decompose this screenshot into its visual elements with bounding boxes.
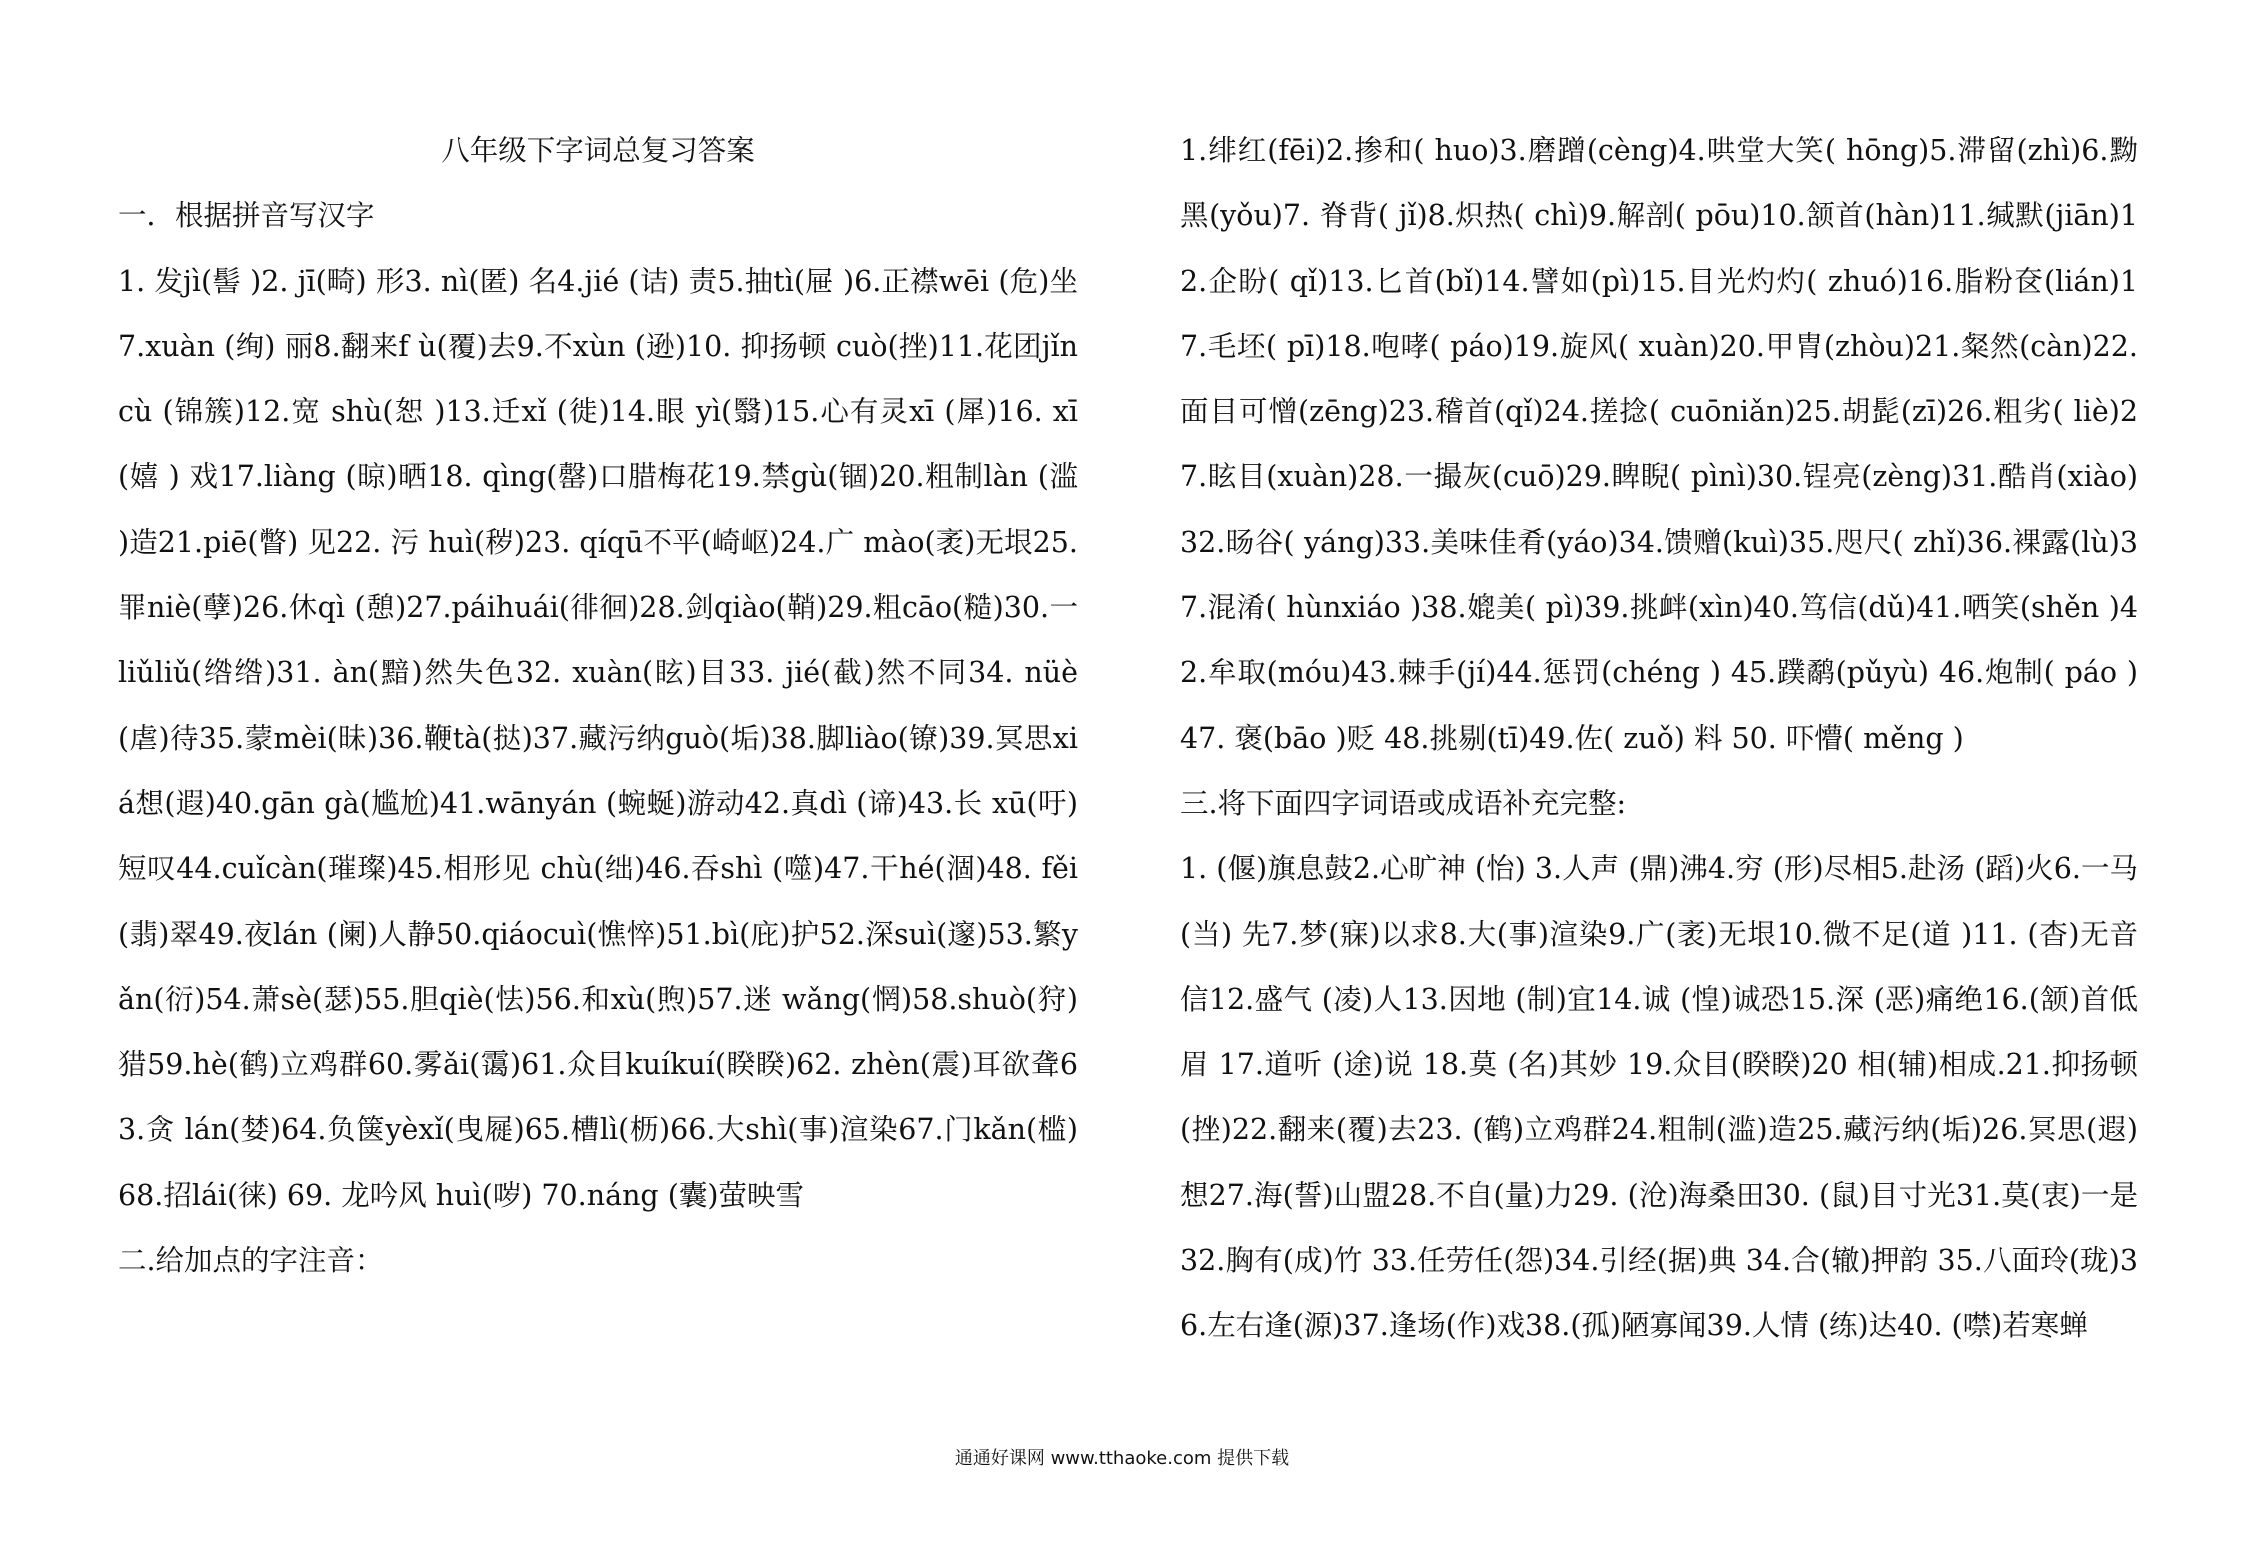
right-column [1180, 118, 2138, 1359]
page-footer: 通通好课网 www.tthaoke.com 提供下载 [954, 1448, 1290, 1469]
section-2-heading: 二.给加点的字注音： [118, 1244, 384, 1278]
section-3-text: 1. (偃)旗息鼓2.心旷神 (怡) 3.人声 (鼎)沸4.穷 (形)尽相5.赴汤 (蹈)火6.一马(当) 先7.梦(寐)以求8.大(事)渲染9.广(袤)无垠10.微不足(道 )11. (杳)无音信12.盛气 (凌)人13.因地 (制)宜14.诚 (惶)诚恐15.深 (恶)痛绝16.(颔)首低眉 17.道听 (途)说 18.莫 (名)其妙 19.众目(睽睽)20 相(辅)相成.21.抑扬顿(挫)22.翻来(覆)去23. (鹤)立鸡群24.粗制(滥)造25.藏污纳(垢)26.冥思(遐)想27.海(誓)山盟28.不自(量)力29. (沧)海桑田30. (鼠)目寸光31.莫(衷)一是32.胸有(成)竹 33.任劳任(怨)34.引经(据)典 34.合(辙)押韵 35.八面玲(珑)36.左右逢(源)37.逢场(作)戏38.(孤)陋寡闻39.人情 (练)达40. (噤)若寒蝉 [1180, 852, 2138, 1343]
section-3-heading: 三.将下面四字词语或成语补充完整: [1180, 786, 1627, 820]
section-2-text-continued: 1.绯红(fēi)2.掺和( huo)3.磨蹭(cèng)4.哄堂大笑( hōng)5.滞留(zhì)6.黝黑(yǒu)7. 脊背( jǐ)8.炽热( chì)9.解剖( pōu)10.颔首(hàn)11.缄默(jiān)12.企盼( qǐ)13.匕首(bǐ)14.譬如(pì)15.目光灼灼( zhuó)16.脂粉奁(lián)17.毛坯( pī)18.咆哮( páo)19.旋风( xuàn)20.甲胄(zhòu)21.粲然(càn)22.面目可憎(zēng)23.稽首(qǐ)24.搓捻( cuōniǎn)25.胡髭(zī)26.粗劣( liè)27.眩目(xuàn)28.一撮灰(cuō)29.睥睨( pìnì)30.锃亮(zèng)31.酷肖(xiào)32.旸谷( yáng)33.美味佳肴(yáo)34.馈赠(kuì)35.咫尺( zhǐ)36.裸露(lù)37.混淆( hùnxiáo )38.媲美( pì)39.挑衅(xìn)40.笃信(dǔ)41.哂笑(shěn )42.牟取(móu)43.棘手(jí)44.惩罚(chéng ) 45.蹼鹬(pǔyù) 46.炮制( páo )47. 褒(bāo )贬 48.挑剔(tī)49.佐( zuǒ) 料 50. 吓懵( měng ) [1180, 134, 2138, 755]
document-title: 八年级下字词总复习答案 [441, 134, 755, 167]
section-1-text: 1. 发jì(髻 )2. jī(畸) 形3. nì(匿) 名4.jié (诘) 责5.抽tì(屉 )6.正襟wēi (危)坐7.xuàn (绚) 丽8.翻来f ù(覆)去9.不xùn (逊)10. 抑扬顿 cuò(挫)11.花团jǐncù (锦簇)12.宽 shù(恕 )13.迁xǐ (徙)14.眼 yì(翳)15.心有灵xī (犀)16. xī(嬉 ) 戏17.liàng (晾)晒18. qìng(罄)口腊梅花19.禁gù(锢)20.粗制làn (滥 )造21.piē(瞥) 见22. 污 huì(秽)23. qíqū不平(崎岖)24.广 mào(袤)无垠25.罪niè(孽)26.休qì (憩)27.páihuái(徘徊)28.剑qiào(鞘)29.粗cāo(糙)30.一 liǔliǔ(绺绺)31. àn(黯)然失色32. xuàn(眩)目33. jié(截)然不同34. nüè(虐)待35.蒙mèi(昧)36.鞭tà(挞)37.藏污纳guò(垢)38.脚liào(镣)39.冥思xiá想(遐)40.gān gà(尴尬)41.wānyán (蜿蜒)游动42.真dì (谛)43.长 xū(吁)短叹44.cuǐcàn(璀璨)45.相形见 chù(绌)46.吞shì (噬)47.干hé(涸)48. fěi(翡)翠49.夜lán (阑)人静50.qiáocuì(憔悴)51.bì(庇)护52.深suì(邃)53.繁yǎn(衍)54.萧sè(瑟)55.胆qiè(怯)56.和xù(煦)57.迷 wǎng(惘)58.shuò(狩)猎59.hè(鹤)立鸡群60.雾ǎi(霭)61.众目kuíkuí(睽睽)62. zhèn(震)耳欲聋63.贪 lán(婪)64.负箧yèxǐ(曳屣)65.槽lì(枥)66.大shì(事)渲染67.门kǎn(槛) 68.招lái(徕) 69. 龙吟风 huì(哕) 70.náng (囊)萤映雪 [118, 264, 1078, 1212]
section-1-heading: 一．根据拼音写汉字 [118, 199, 375, 233]
left-column [118, 118, 1078, 1293]
